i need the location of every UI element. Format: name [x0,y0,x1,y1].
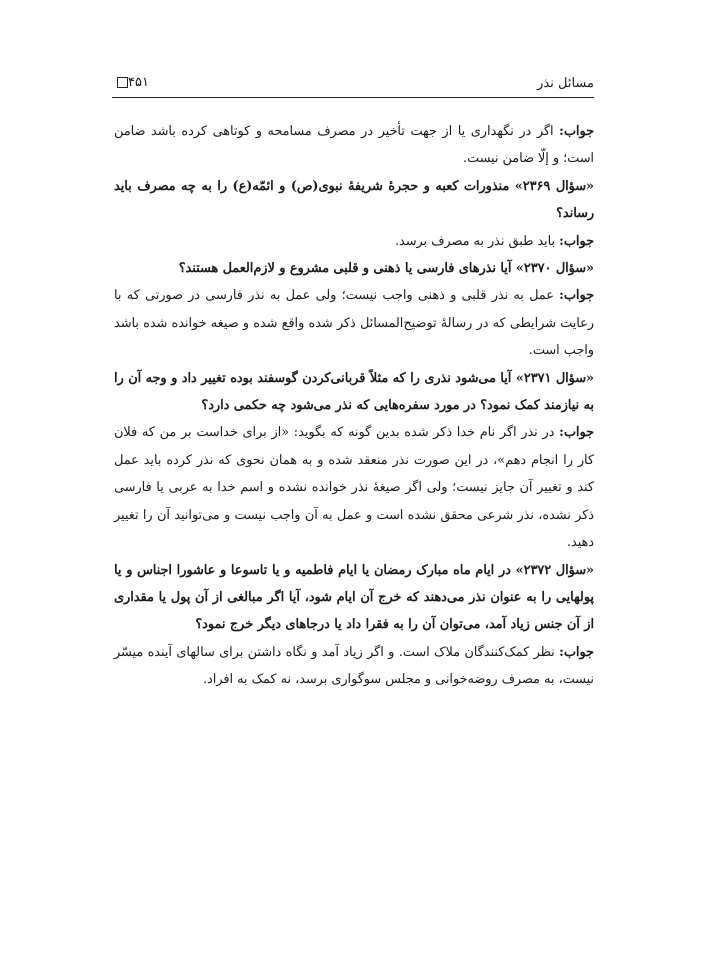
box-icon [117,77,128,88]
page-content [114,118,594,694]
answer-paragraph [114,639,594,694]
running-header [112,70,594,98]
question-text: آیا نذرهای فارسی یا ذهنی و قلبی مشروع و لازم‌العمل هستند؟ [178,261,512,277]
page-number: ۴۵۱ [128,75,149,90]
question-label: «سؤال ۲۳۷۱» [515,370,594,386]
answer-text: نظر کمک‌کنندگان ملاک است. و اگر زیاد آمد و نگاه داشتن برای سالهای آینده میسّر نیست، به مصرف روضه‌خوانی و مجلس سوگواری برسد، نه کمک به افراد. [114,644,594,688]
question-label: «سؤال ۲۳۷۰» [515,261,594,277]
question-label: «سؤال ۲۳۷۲» [515,562,594,578]
question-paragraph [114,173,594,228]
answer-paragraph [114,282,594,364]
question-paragraph [114,557,594,639]
question-paragraph [114,365,594,420]
answer-text: باید طبق نذر به مصرف برسد. [394,233,556,249]
answer-text: اگر در نگهداری یا از جهت تأخیر در مصرف مسامحه و کوتاهی کرده باشد ضامن است؛ و إلّا ضامن نیست. [114,124,594,167]
answer-paragraph [114,228,594,255]
question-text: منذورات کعبه و حجرهٔ شریفهٔ نبوی(ص) و ائمّه(ع) را به چه مصرف باید رساند؟ [114,178,594,222]
answer-label: جواب: [559,425,594,441]
answer-text: عمل به نذر قلبی و ذهنی واجب نیست؛ ولی عمل به نذر فارسی در صورتی که با رعایت شرایطی که در رسالهٔ توضیح‌المسائل ذکر شده واقع شده و صیغه خوانده شده باشد واجب است. [114,288,594,359]
answer-paragraph [114,419,594,556]
answer-label: جواب: [559,124,594,139]
question-label: «سؤال ۲۳۶۹» [514,178,594,194]
answer-label: جواب: [559,233,594,249]
page-number-group [112,75,149,90]
question-text: در ایام ماه مبارک رمضان یا ایام فاطمیه و یا تاسوعا و عاشورا اجناس و یا پولهایی را به عنوان نذر می‌دهند که خرج آن ایام شود، آیا اگر مبالغی از آن پول یا مقداری از آن جنس زیاد آمد، می‌توان آن را به فقرا داد یا درجاهای دیگر خرج نمود؟ [114,562,594,633]
answer-label: جواب: [559,288,594,304]
answer-text: در نذر اگر نام خدا ذکر شده بدین گونه که بگوید: «از برای خداست بر من که فلان کار را انجام دهم»، در این صورت نذر منعقد شده و به همان نحوی که نذر کرده باید عمل کند و تغییر آن جایز نیست؛ ولی اگر صیغهٔ نذر خوانده نشده و اسم خدا به عربی یا فارسی ذکر نشده، نذر شرعی محقق نشده است و عمل به آن واجب نیست و می‌توانید آن را تغییر دهید. [114,425,594,551]
header-rule [112,97,594,98]
chapter-title: مسائل نذر [537,76,594,91]
answer-paragraph [114,118,594,173]
question-text: آیا می‌شود نذری را که مثلاً قربانی‌کردن گوسفند بوده تغییر داد و وجه آن را به نیازمند کمک نمود؟ در مورد سفره‌هایی که نذر می‌شود چه حکمی دارد؟ [114,370,594,414]
answer-label: جواب: [559,644,594,660]
question-paragraph [114,255,594,282]
